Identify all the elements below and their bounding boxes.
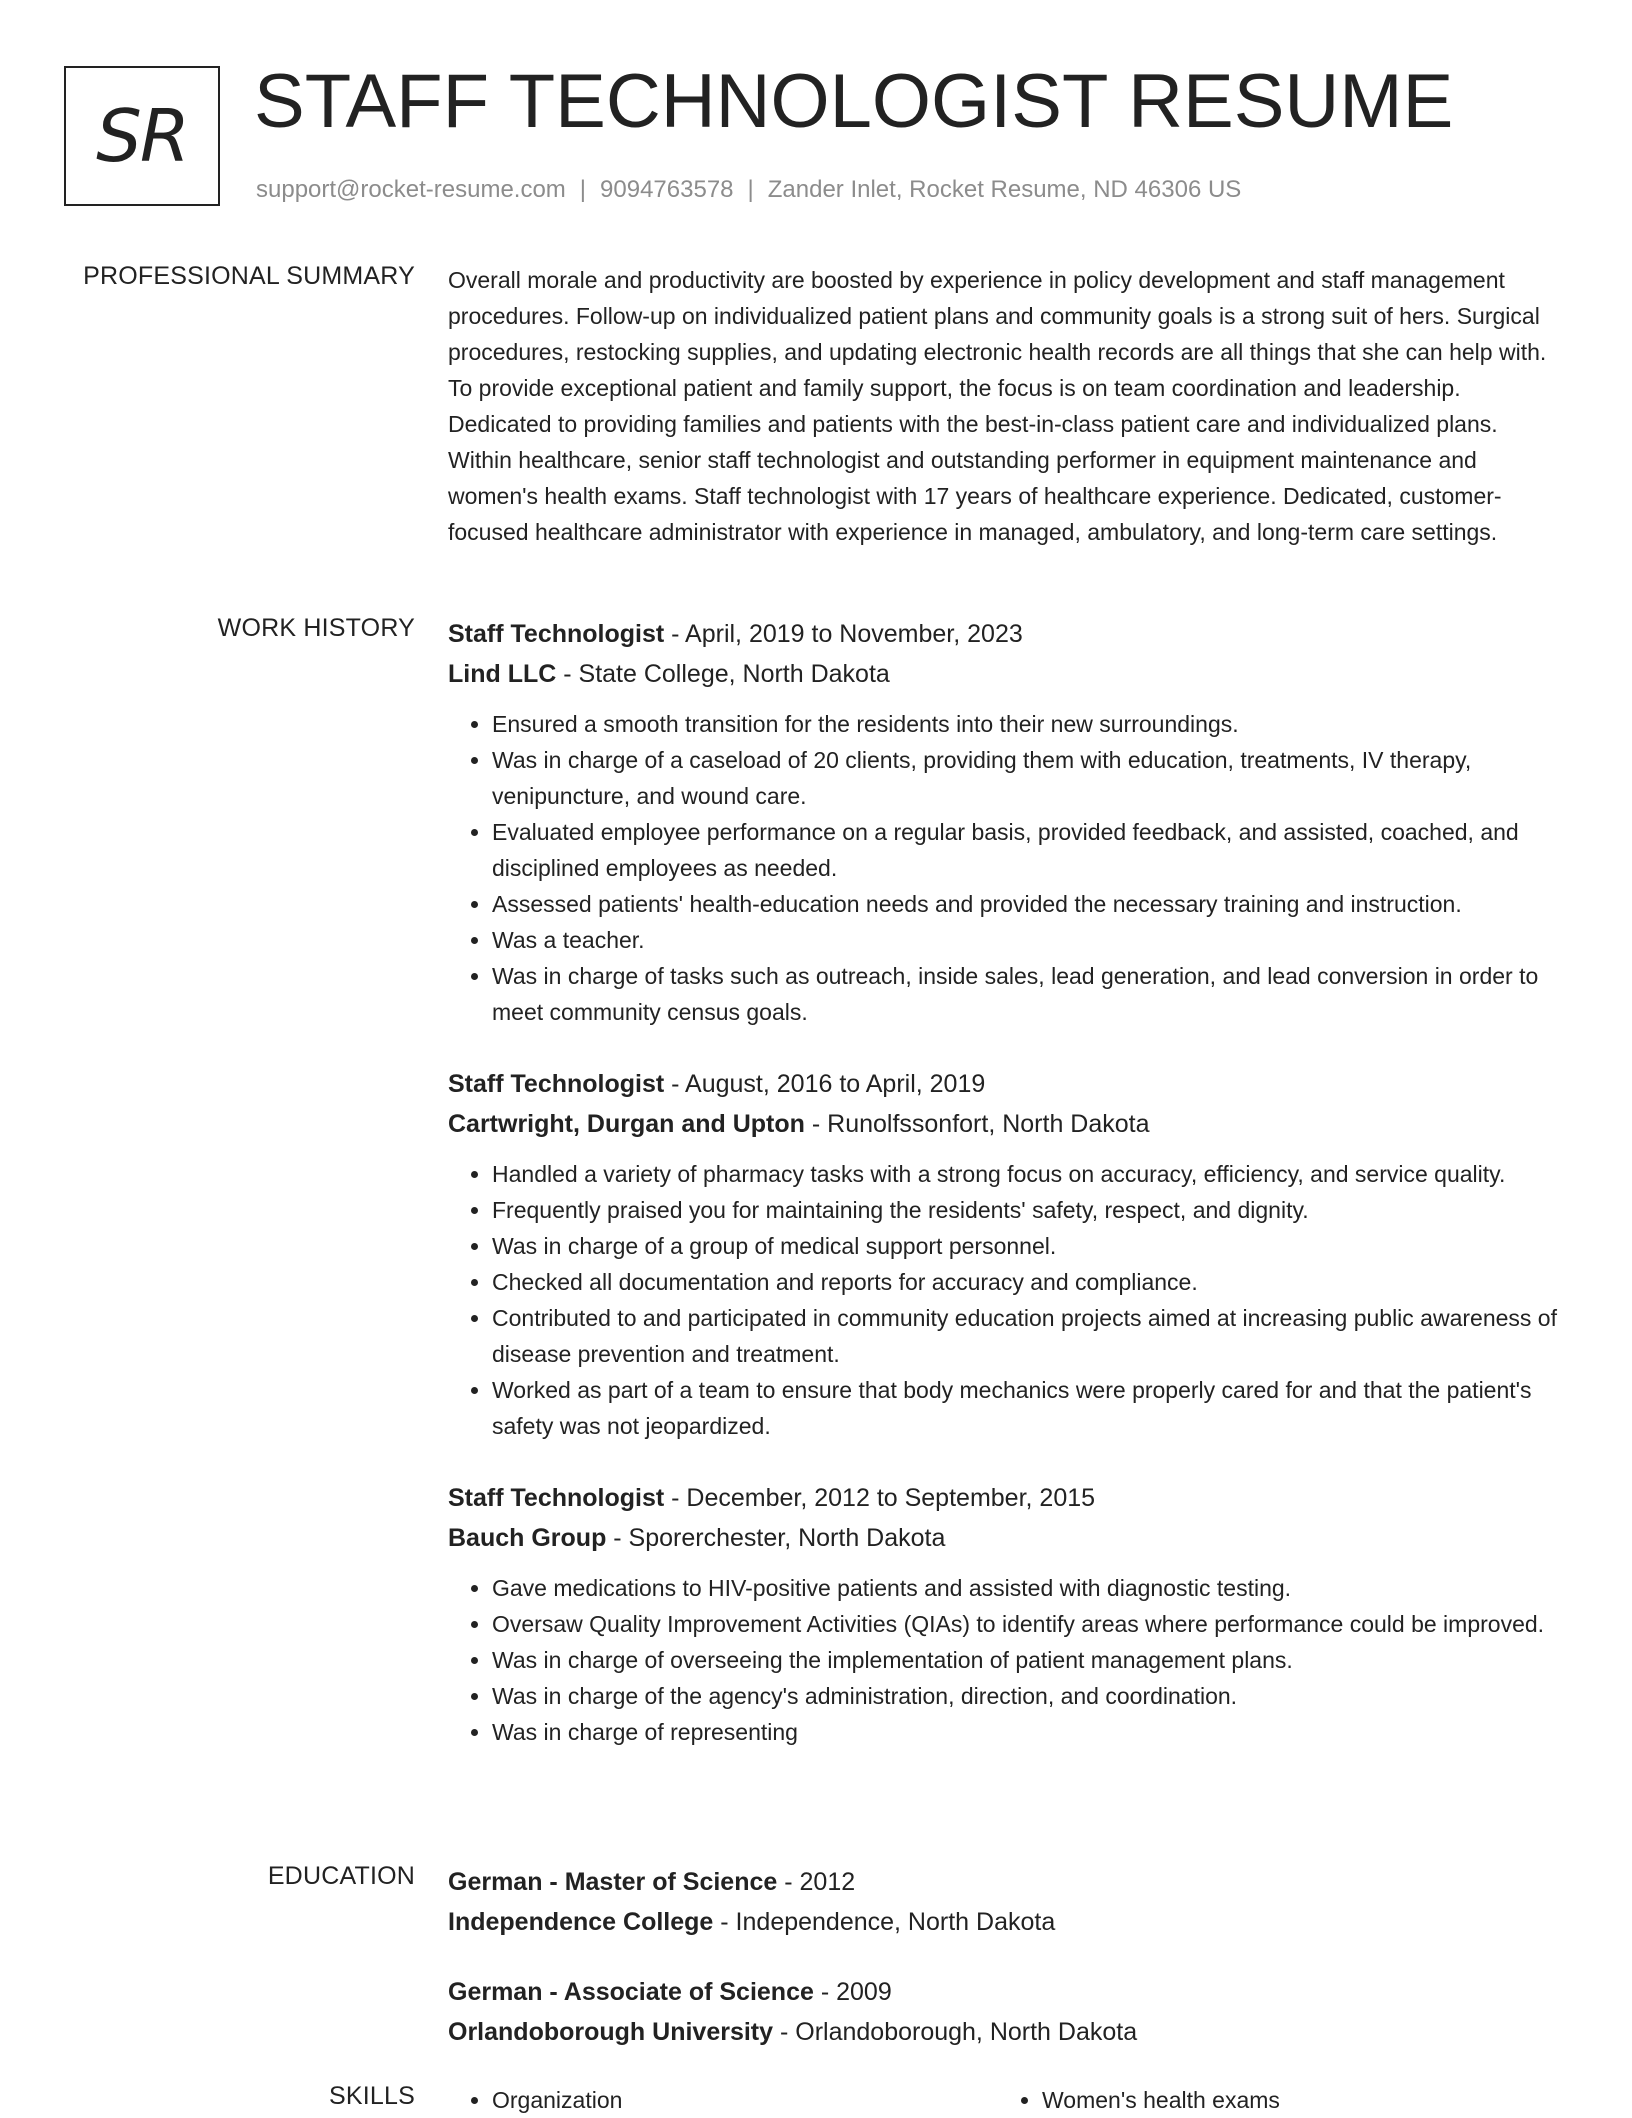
contact-line <box>256 176 1241 204</box>
summary-text: Overall morale and productivity are boosted by experience in policy development and staff management procedures. Follow-up on individualized patient plans and community goals is a strong suit of hers. Surgical procedures, restocking supplies, and updating electronic health records are all things that she can help with. To provide exceptional patient and family support, the focus is on team coordination and leadership. Dedicated to providing families and patients with the best-in-class patient care and individualized plans. Within healthcare, senior staff technologist and outstanding performer in equipment maintenance and women's health exams. Staff technologist with 17 years of healthcare experience. Dedicated, customer-focused healthcare administrator with experience in managed, ambulatory, and long-term care settings. <box>448 267 1547 545</box>
job-company-line <box>448 654 1564 694</box>
job-bullet: • Checked all documentation and reports for accuracy and compliance. <box>492 1264 1564 1300</box>
skills-list-right <box>998 2082 1548 2118</box>
school: Orlandoborough University <box>448 2018 774 2046</box>
job-bullet: • Was in charge of a caseload of 20 clients, providing them with education, treatments, IV therapy, venipuncture, and wound care. <box>492 742 1564 814</box>
job-title: Staff Technologist <box>448 1070 665 1098</box>
resume-title: STAFF TECHNOLOGIST RESUME <box>254 59 1454 144</box>
job-bullet: • Was in charge of representing <box>492 1714 1564 1750</box>
contact-email[interactable]: support@rocket-resume.com <box>256 176 566 203</box>
job-title: Staff Technologist <box>448 1484 665 1512</box>
skill-item: • Women's health exams <box>1042 2082 1548 2118</box>
job-location: - Sporerchester, North Dakota <box>606 1524 946 1552</box>
skills-grid <box>448 2082 1564 2118</box>
school-line <box>448 1902 1564 1942</box>
education-entry <box>448 1862 1564 1942</box>
contact-separator: | <box>579 176 587 203</box>
education-list <box>448 1862 1564 2082</box>
job-bullet: • Evaluated employee performance on a regular basis, provided feedback, and assisted, coached, and disciplined employees as needed. <box>492 814 1564 886</box>
degree: German - Master of Science <box>448 1868 778 1896</box>
job-title-line <box>448 1478 1564 1518</box>
job-title-line <box>448 1064 1564 1104</box>
section-label-education: EDUCATION <box>267 1862 415 1890</box>
monogram: SR <box>64 66 220 206</box>
education-entry <box>448 1972 1564 2052</box>
job-company-line <box>448 1518 1564 1558</box>
school-location: - Orlandoborough, North Dakota <box>773 2018 1138 2046</box>
job-bullet: • Was in charge of overseeing the implementation of patient management plans. <box>492 1642 1564 1678</box>
degree-line <box>448 1972 1564 2012</box>
job-dates: - April, 2019 to November, 2023 <box>664 620 1023 648</box>
job-bullet: • Ensured a smooth transition for the residents into their new surroundings. <box>492 706 1564 742</box>
job-bullet: • Was in charge of the agency's administration, direction, and coordination. <box>492 1678 1564 1714</box>
job-title-line <box>448 614 1564 654</box>
degree-year: - 2009 <box>813 1978 892 2006</box>
job-company: Lind LLC <box>448 660 557 688</box>
job-dates: - August, 2016 to April, 2019 <box>664 1070 986 1098</box>
job-bullet: • Frequently praised you for maintaining the residents' safety, respect, and dignity. <box>492 1192 1564 1228</box>
degree-year: - 2012 <box>777 1868 856 1896</box>
section-label-summary: PROFESSIONAL SUMMARY <box>83 262 415 290</box>
job-entry <box>448 1064 1564 1444</box>
contact-separator: | <box>747 176 754 203</box>
job-company-line <box>448 1104 1564 1144</box>
skills-list-left <box>448 2082 998 2118</box>
job-bullet: • Worked as part of a team to ensure that body mechanics were properly cared for and that the patient's safety was not jeopardized. <box>492 1372 1564 1444</box>
job-dates: - December, 2012 to September, 2015 <box>664 1484 1096 1512</box>
job-company: Bauch Group <box>448 1524 607 1552</box>
job-company: Cartwright, Durgan and Upton <box>448 1110 805 1138</box>
job-bullets <box>448 1156 1564 1444</box>
school-line <box>448 2012 1564 2052</box>
job-bullet: • Contributed to and participated in community education projects aimed at increasing public awareness of disease prevention and treatment. <box>492 1300 1564 1372</box>
job-bullet: • Was a teacher. <box>492 922 1564 958</box>
job-bullets <box>448 706 1564 1030</box>
section-label-work-history: WORK HISTORY <box>217 614 415 642</box>
school-location: - Independence, North Dakota <box>713 1908 1056 1936</box>
skill-item: • Organization <box>492 2082 998 2118</box>
contact-phone[interactable]: 9094763578 <box>600 176 734 203</box>
job-bullet: • Gave medications to HIV-positive patients and assisted with diagnostic testing. <box>492 1570 1564 1606</box>
job-bullets <box>448 1570 1564 1750</box>
job-location: - State College, North Dakota <box>556 660 890 688</box>
contact-address: Zander Inlet, Rocket Resume, ND 46306 US <box>767 176 1242 203</box>
job-title: Staff Technologist <box>448 620 665 648</box>
degree-line <box>448 1862 1564 1902</box>
section-label-skills: SKILLS <box>329 2082 415 2110</box>
job-bullet: • Handled a variety of pharmacy tasks with a strong focus on accuracy, efficiency, and service quality. <box>492 1156 1564 1192</box>
job-entry <box>448 1478 1564 1750</box>
job-location: - Runolfssonfort, North Dakota <box>804 1110 1150 1138</box>
job-bullet: • Assessed patients' health-education needs and provided the necessary training and instruction. <box>492 886 1564 922</box>
school: Independence College <box>448 1908 714 1936</box>
job-entry <box>448 614 1564 1030</box>
job-bullet: • Was in charge of a group of medical support personnel. <box>492 1228 1564 1264</box>
job-bullet: • Oversaw Quality Improvement Activities (QIAs) to identify areas where performance could be improved. <box>492 1606 1564 1642</box>
degree: German - Associate of Science <box>448 1978 814 2006</box>
jobs-list <box>448 614 1564 1784</box>
job-bullet: • Was in charge of tasks such as outreach, inside sales, lead generation, and lead conversion in order to meet community census goals. <box>492 958 1564 1030</box>
